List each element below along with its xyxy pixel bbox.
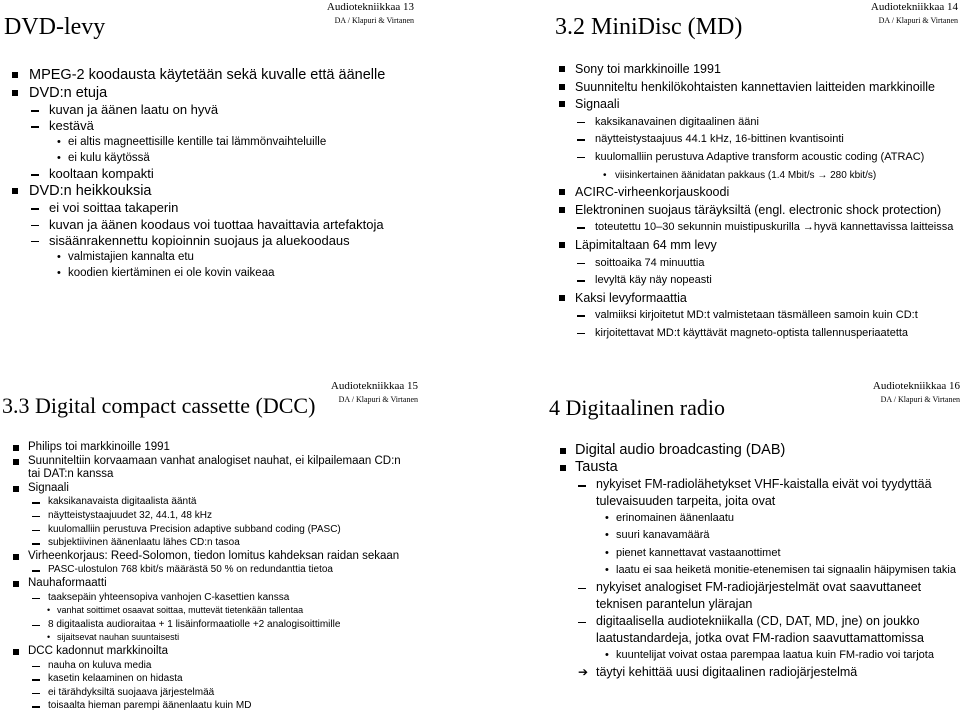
slide-title: 3.2 MiniDisc (MD) <box>555 14 743 40</box>
bullet-item: Digital audio broadcasting (DAB) <box>543 442 960 459</box>
bullet-item: Tausta <box>543 459 960 476</box>
sub-bullet-item: 8 digitaalista audioraitaa + 1 lisäinformaatiolle +2 analogisoittimille <box>0 618 418 632</box>
bullet-item: DCC kadonnut markkinoilta <box>0 645 418 659</box>
sub-bullet-item: ei tärähdyksiltä suojaava järjestelmää <box>0 686 418 700</box>
slide-14 <box>543 0 960 339</box>
sub-bullet-item: kestävä <box>0 118 418 134</box>
slide-title: 3.3 Digital compact cassette (DCC) <box>2 393 316 418</box>
sub-sub-bullet-item: • laatu ei saa heiketä monitie-etenemisen tai signaalin häipymisen takia <box>543 562 960 579</box>
course-label: Audiotekniikkaa 13 <box>326 1 414 13</box>
sub-bullet-item: subjektiivinen äänenlaatu lähes CD:n tasoa <box>0 536 418 550</box>
bullet-item: Philips toi markkinoille 1991 <box>0 441 418 455</box>
authors-label: DA / Klapuri & Virtanen <box>878 16 958 25</box>
bullet-item: Kaksi levyformaattia <box>543 290 960 308</box>
bullet-item: MPEG-2 koodausta käytetään sekä kuvalle että äänelle <box>0 66 418 84</box>
sub-sub-bullet-item: • ei altis magneettisille kentille tai lämmönvaihteluille <box>0 134 418 150</box>
course-label: Audiotekniikkaa 15 <box>330 380 418 392</box>
authors-label: DA / Klapuri & Virtanen <box>338 395 418 404</box>
sub-bullet-item: nykyiset analogiset FM-radiojärjestelmät ovat saavuttaneet <box>543 579 960 596</box>
sub-bullet-item: kuulomalliin perustuva Adaptive transform acoustic coding (ATRAC) <box>543 149 960 167</box>
sub-bullet-item: kaksikanavainen digitaalinen ääni <box>543 114 960 132</box>
sub-sub-bullet-item: • viisinkertainen äänidatan pakkaus (1.4 Mbit/s → 280 kbit/s) <box>543 167 960 185</box>
slide-header-meta <box>331 380 418 404</box>
authors-label: DA / Klapuri & Virtanen <box>880 395 960 404</box>
arrow-conclusion-item: ➔ täytyi kehittää uusi digitaalinen radiojärjestelmä <box>543 664 960 681</box>
slide-header-meta <box>873 380 960 404</box>
sub-bullet-item: sisäänrakennettu kopioinnin suojaus ja aluekoodaus <box>0 233 418 249</box>
sub-bullet-item: nykyiset FM-radiolähetykset VHF-kaistalla eivät voi tyydyttää <box>543 476 960 493</box>
sub-bullet-item: levyltä käy näy nopeasti <box>543 272 960 290</box>
sub-bullet-item: näytteistystaajuus 44.1 kHz, 16-bittinen kvantisointi <box>543 131 960 149</box>
slide-header-meta <box>327 1 414 25</box>
sub-sub-bullet-item: • suuri kanavamäärä <box>543 527 960 544</box>
bullet-item: DVD:n etuja <box>0 84 418 102</box>
sub-sub-bullet-item: • koodien kiertäminen ei ole kovin vaikeaa <box>0 265 418 281</box>
bullet-item: Sony toi markkinoille 1991 <box>543 61 960 79</box>
slide-title: DVD-levy <box>4 14 106 40</box>
sub-bullet-item: PASC-ulostulon 768 kbit/s määrästä 50 % on redundanttia tietoa <box>0 563 418 577</box>
sub-bullet-item: toteutettu 10–30 sekunnin muistipuskurilla →hyvä kannettavissa laitteissa <box>543 219 960 237</box>
slide-title: 4 Digitaalinen radio <box>549 395 725 420</box>
slide-13 <box>0 0 418 300</box>
sub-bullet-item: valmiiksi kirjoitetut MD:t valmistetaan täsmälleen samoin kuin CD:t <box>543 307 960 325</box>
sub-sub-bullet-item: • kuuntelijat voivat ostaa parempaa laatua kuin FM-radio voi tarjota <box>543 647 960 664</box>
bullet-item: Läpimitaltaan 64 mm levy <box>543 237 960 255</box>
sub-sub-bullet-item: • erinomainen äänenlaatu <box>543 510 960 527</box>
sub-bullet-item: kuulomalliin perustuva Precision adaptive subband coding (PASC) <box>0 523 418 537</box>
bullet-list <box>543 442 960 681</box>
sub-bullet-item: kirjoitettavat MD:t käyttävät magneto-optista tallennusperiaatetta <box>543 325 960 343</box>
bullet-item: Virheenkorjaus: Reed-Solomon, tiedon lomitus kahdeksan raidan sekaan <box>0 550 418 564</box>
course-label: Audiotekniikkaa 14 <box>870 1 958 13</box>
authors-label: DA / Klapuri & Virtanen <box>334 16 414 25</box>
bullet-item: Elektroninen suojaus täräyksiltä (engl. electronic shock protection) <box>543 202 960 220</box>
sub-bullet-continuation: tulevaisuuden tarpeita, joita ovat <box>596 494 776 509</box>
sub-bullet-item: näytteistystaajuudet 32, 44.1, 48 kHz <box>0 509 418 523</box>
sub-sub-bullet-item: • sijaitsevat nauhan suuntaisesti <box>0 631 418 645</box>
sub-sub-bullet-item: • valmistajien kannalta etu <box>0 249 418 265</box>
sub-bullet-item: digitaalisella audiotekniikalla (CD, DAT, MD, jne) on joukko <box>543 613 960 630</box>
sub-bullet-item: kaksikanavaista digitaalista ääntä <box>0 495 418 509</box>
sub-bullet-item: taaksepäin yhteensopiva vanhojen C-kasettien kanssa <box>0 591 418 605</box>
slide-16 <box>543 379 960 679</box>
sub-bullet-item: kuvan ja äänen laatu on hyvä <box>0 102 418 118</box>
slide-15 <box>0 379 418 712</box>
sub-bullet-item: soittoaika 74 minuuttia <box>543 255 960 273</box>
bullet-list <box>543 61 960 343</box>
sub-bullet-item: nauha on kuluva media <box>0 659 418 673</box>
sub-bullet-item: toisaalta hieman parempi äänenlaatu kuin MD <box>0 699 418 713</box>
sub-bullet-item: kasetin kelaaminen on hidasta <box>0 672 418 686</box>
sub-sub-bullet-item: • pienet kannettavat vastaanottimet <box>543 545 960 562</box>
bullet-item: Suunniteltu henkilökohtaisten kannettavien laitteiden markkinoille <box>543 79 960 97</box>
sub-sub-bullet-item: • ei kulu käytössä <box>0 150 418 166</box>
bullet-list <box>0 66 418 281</box>
sub-bullet-continuation: teknisen parantelun ylärajan <box>596 596 753 611</box>
bullet-item: Nauhaformaatti <box>0 577 418 591</box>
bullet-list <box>0 441 418 713</box>
bullet-item: ACIRC-virheenkorjauskoodi <box>543 184 960 202</box>
bullet-item: Signaali <box>543 96 960 114</box>
bullet-item: DVD:n heikkouksia <box>0 182 418 200</box>
bullet-item: Signaali <box>0 482 418 496</box>
course-label: Audiotekniikkaa 16 <box>872 380 960 392</box>
sub-bullet-item: kooltaan kompakti <box>0 166 418 182</box>
slide-header-meta <box>871 1 958 25</box>
sub-bullet-item: kuvan ja äänen koodaus voi tuottaa havaittavia artefaktoja <box>0 217 418 233</box>
sub-bullet-continuation: laatustandardeja, jotka ovat FM-radion saavuttamattomissa <box>596 631 924 646</box>
bullet-item: Suunniteltiin korvaamaan vanhat analogiset nauhat, ei kilpailemaan CD:n tai DAT:n kanssa <box>0 455 418 482</box>
sub-bullet-item: ei voi soittaa takaperin <box>0 200 418 216</box>
sub-sub-bullet-item: • vanhat soittimet osaavat soittaa, muttevät tietenkään tallentaa <box>0 604 418 618</box>
